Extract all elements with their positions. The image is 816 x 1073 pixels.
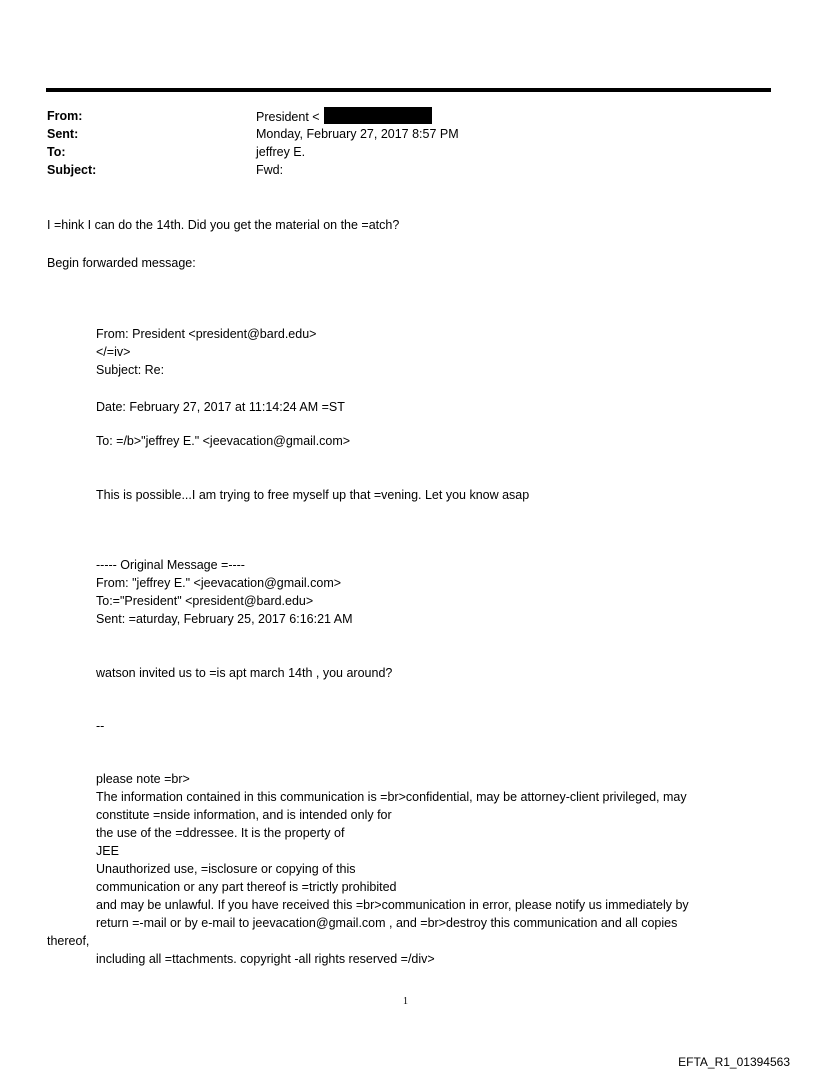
orig-body: watson invited us to =is apt march 14th , you around?: [96, 666, 393, 680]
orig-to: To:="President" <president@bard.edu>: [96, 594, 314, 608]
from-label: From:: [47, 109, 83, 123]
from-value: [256, 107, 767, 125]
to-value: jeffrey E.: [256, 145, 306, 159]
from-row: [47, 107, 767, 125]
orig-sent: Sent: =aturday, February 25, 2017 6:16:21 AM: [96, 612, 353, 626]
fwd-date: Date: February 27, 2017 at 11:14:24 AM =ST: [96, 400, 345, 414]
disclaimer-line: the use of the =ddressee. It is the property of: [96, 826, 345, 840]
reply-text: This is possible...I am trying to free myself up that =vening. Let you know asap: [96, 488, 530, 502]
fwd-from: From: President <president@bard.edu>: [96, 327, 317, 341]
disclaimer-line: Unauthorized use, =isclosure or copying of this: [96, 862, 356, 876]
to-label: To:: [47, 145, 66, 159]
disclaimer-line: please note =br>: [96, 772, 190, 786]
begin-forwarded: Begin forwarded message:: [47, 256, 196, 270]
disclaimer-line: JEE: [96, 844, 119, 858]
sent-row: [47, 125, 767, 143]
disclaimer-line: constitute =nside information, and is intended only for: [96, 808, 392, 822]
orig-from: From: "jeffrey E." <jeevacation@gmail.com>: [96, 576, 342, 590]
subject-label: Subject:: [47, 163, 97, 177]
email-header: [47, 107, 767, 179]
intro-text: I =hink I can do the 14th. Did you get the material on the =atch?: [47, 218, 400, 232]
orig-header: ----- Original Message =----: [96, 558, 245, 572]
sent-value: Monday, February 27, 2017 8:57 PM: [256, 127, 459, 141]
disclaimer-line: The information contained in this communication is =br>confidential, may be attorney-client privileged, may: [96, 790, 687, 804]
disclaimer-line: return =-mail or by e-mail to jeevacation@gmail.com , and =br>destroy this communication and all copies: [96, 916, 678, 930]
subject-row: [47, 161, 767, 179]
header-rule: [46, 88, 771, 92]
from-value-text: President <: [256, 110, 320, 124]
sent-label: Sent:: [47, 127, 79, 141]
disclaimer-last-line: including all =ttachments. copyright -all rights reserved =/div>: [96, 952, 435, 966]
fwd-subject: Subject: Re:: [96, 363, 165, 377]
disclaimer-thereof: thereof,: [47, 934, 90, 948]
page-number: 1: [403, 996, 408, 1007]
subject-value: Fwd:: [256, 163, 284, 177]
disclaimer-line: and may be unlawful. If you have received this =br>communication in error, please notify us immediately by: [96, 898, 689, 912]
fwd-to: To: =/b>"jeffrey E." <jeevacation@gmail.com>: [96, 434, 351, 448]
redaction-box: [324, 107, 432, 124]
fwd-div: </=iv>: [96, 345, 131, 359]
disclaimer-line: communication or any part thereof is =trictly prohibited: [96, 880, 397, 894]
to-row: [47, 143, 767, 161]
document-id: EFTA_R1_01394563: [678, 1055, 790, 1069]
signature-separator: --: [96, 719, 105, 733]
